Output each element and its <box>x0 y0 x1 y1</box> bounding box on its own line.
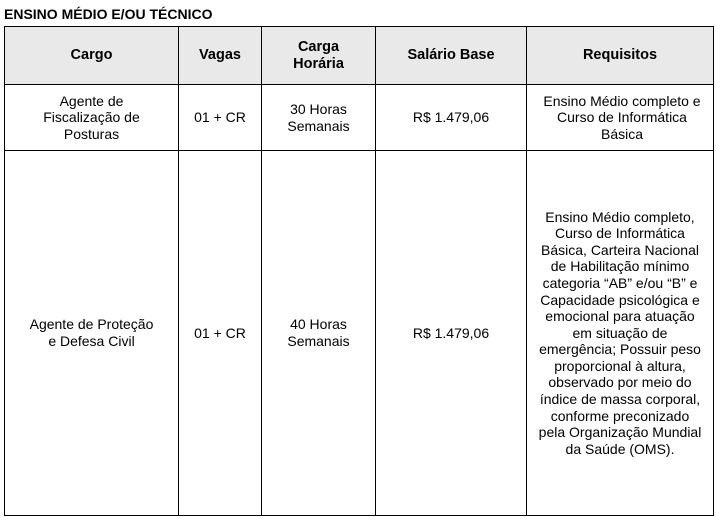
table-row <box>5 85 714 151</box>
header-salario-base: Salário Base <box>376 27 527 85</box>
carga-horaria-text: 30 Horas Semanais <box>287 100 350 134</box>
cargo-text: Agente de Fiscalização de Posturas <box>43 92 140 142</box>
table-row <box>5 151 714 516</box>
header-cargo: Cargo <box>5 27 179 85</box>
requisitos-text: Ensino Médio completo, Curso de Informática Básica, Carteira Nacional de Habilitação mínimo categoria “AB” e/ou “B” e Capacidade psicológica e emocional para atuação em situação de emergência; Possuir peso proporcional à altura, observado por meio do índice de massa corporal, conforme preconizado pela Organização Mundial da Saúde (OMS). <box>538 208 702 457</box>
cell-requisitos <box>527 85 714 151</box>
section-title: ENSINO MÉDIO E/OU TÉCNICO <box>4 6 213 22</box>
header-carga-horaria-label: Carga Horária <box>293 38 344 72</box>
cell-vagas: 01 + CR <box>179 85 262 151</box>
cell-vagas: 01 + CR <box>179 151 262 516</box>
requisitos-text: Ensino Médio completo e Curso de Informática Básica <box>543 92 701 142</box>
header-carga-horaria <box>262 27 376 85</box>
table-header-row <box>5 27 714 85</box>
cell-cargo <box>5 85 179 151</box>
header-requisitos: Requisitos <box>527 27 714 85</box>
cell-carga-horaria <box>262 151 376 516</box>
cell-carga-horaria <box>262 85 376 151</box>
cell-salario-base: R$ 1.479,06 <box>376 151 527 516</box>
cell-cargo <box>5 151 179 516</box>
carga-horaria-text: 40 Horas Semanais <box>287 316 350 349</box>
job-table <box>4 26 714 516</box>
cell-requisitos <box>527 151 714 516</box>
header-vagas: Vagas <box>179 27 262 85</box>
cell-salario-base: R$ 1.479,06 <box>376 85 527 151</box>
cargo-text: Agente de Proteção e Defesa Civil <box>29 316 154 349</box>
